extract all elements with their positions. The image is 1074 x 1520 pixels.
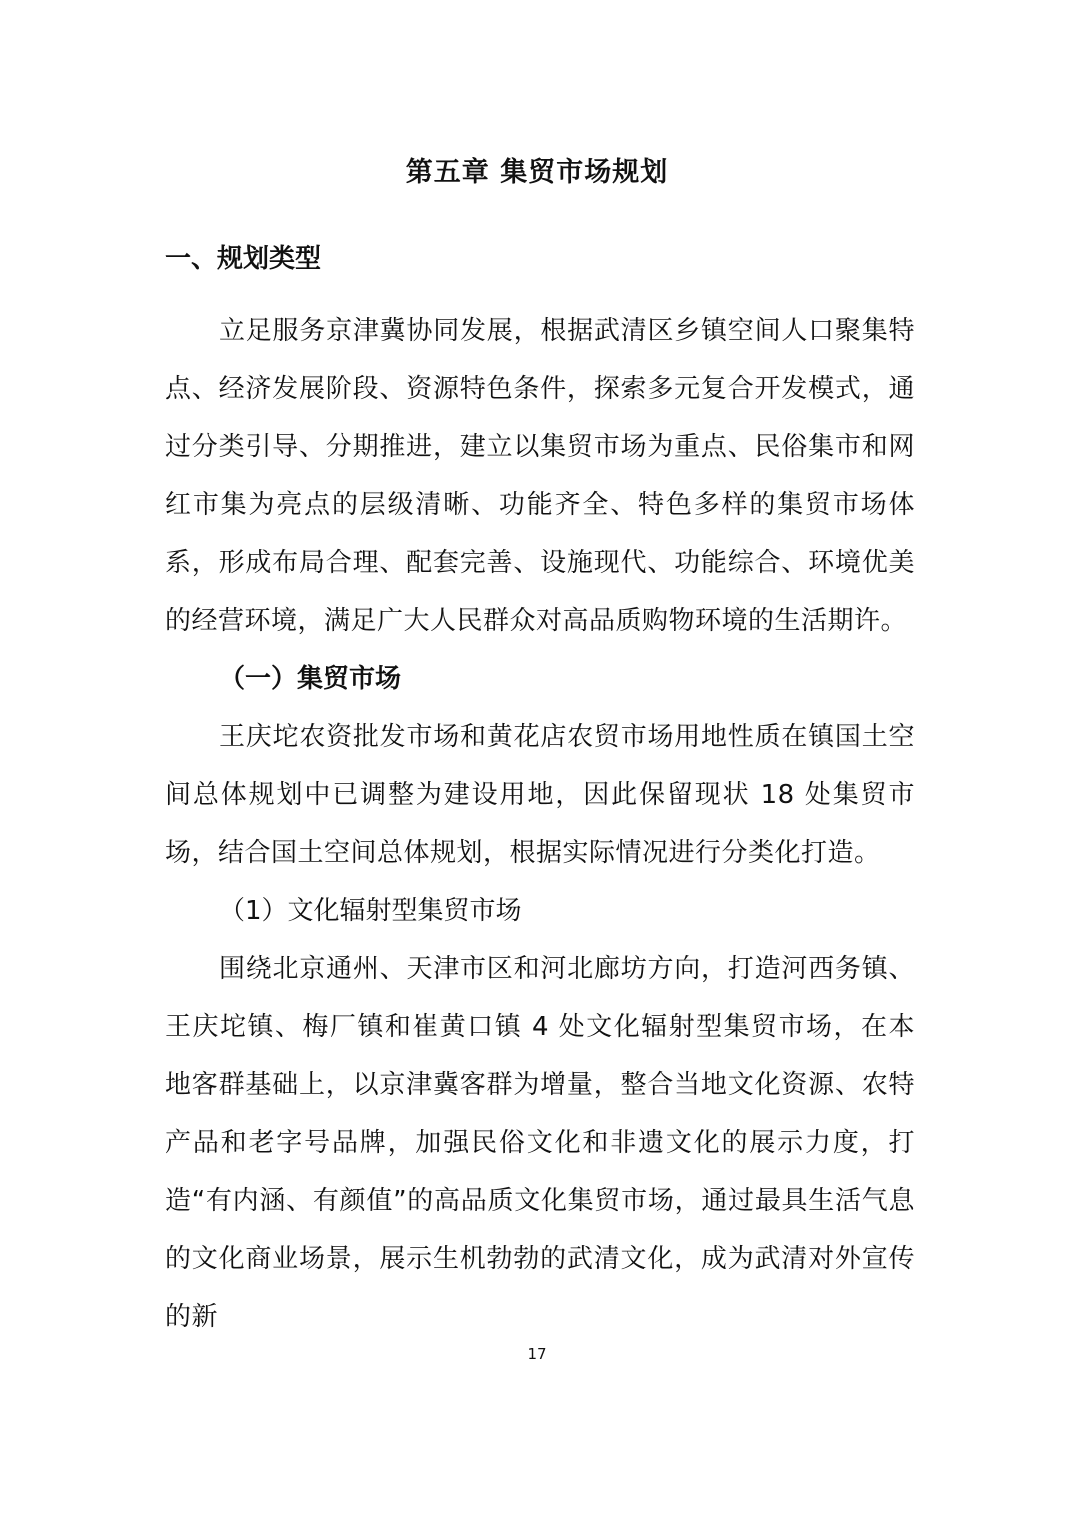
page-number: 17 <box>527 1345 547 1363</box>
section-heading: 一、规划类型 <box>165 244 322 274</box>
body-text <box>165 302 915 1346</box>
cultural-paragraph: 围绕北京通州、天津市区和河北廊坊方向，打造河西务镇、王庆坨镇、梅厂镇和崔黄口镇 4 处文化辐射型集贸市场，在本地客群基础上，以京津冀客群为增量，整合当地文化资源、农特产品和老字号品牌，加强民俗文化和非遗文化的展示力度，打造“有内涵、有颜值”的高品质文化集贸市场，通过最具生活气息的文化商业场景，展示生机勃勃的武清文化，成为武清对外宣传的新 <box>165 954 915 1332</box>
item-heading-cultural: （1）文化辐射型集贸市场 <box>219 896 522 926</box>
chapter-title: 第五章 集贸市场规划 <box>405 157 669 188</box>
market-paragraph: 王庆坨农资批发市场和黄花店农贸市场用地性质在镇国土空间总体规划中已调整为建设用地，因此保留现状 18 处集贸市场，结合国土空间总体规划，根据实际情况进行分类化打造。 <box>165 722 915 868</box>
subsection-heading-market: （一）集贸市场 <box>219 664 402 694</box>
intro-paragraph: 立足服务京津冀协同发展，根据武清区乡镇空间人口聚集特点、经济发展阶段、资源特色条件，探索多元复合开发模式，通过分类引导、分期推进，建立以集贸市场为重点、民俗集市和网红市集为亮点的层级清晰、功能齐全、特色多样的集贸市场体系，形成布局合理、配套完善、设施现代、功能综合、环境优美的经营环境，满足广大人民群众对高品质购物环境的生活期许。 <box>165 316 915 636</box>
